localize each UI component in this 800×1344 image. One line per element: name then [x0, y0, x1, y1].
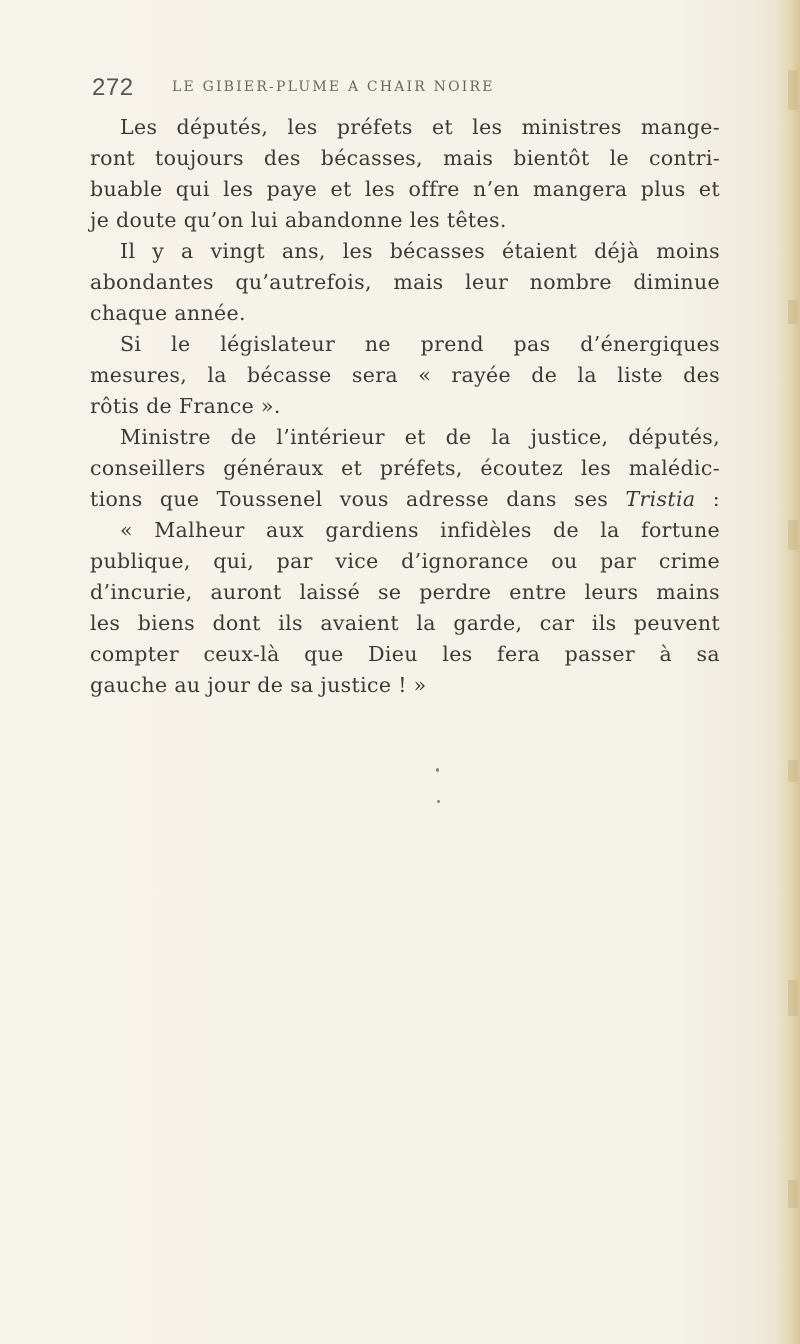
edge-stain: [788, 1180, 798, 1208]
page-edge: [778, 0, 800, 1344]
text-line: Les députés, les préfets et les ministres mange-: [120, 115, 720, 139]
text-fragment: tions que Toussenel vous adresse dans ses: [90, 487, 609, 511]
text-line: Si le législateur ne prend pas d’énergiques: [120, 332, 720, 356]
text-line: gauche au jour de sa justice ! »: [90, 673, 427, 697]
ink-speck: [437, 800, 440, 803]
text-line: publique, qui, par vice d’ignorance ou par crime: [90, 549, 720, 573]
text-line: rôtis de France ».: [90, 394, 281, 418]
text-line: conseillers généraux et préfets, écoutez les malédic-: [90, 456, 720, 480]
text-line: les biens dont ils avaient la garde, car ils peuvent: [90, 611, 720, 635]
text-line: ront toujours des bécasses, mais bientôt le contri-: [90, 146, 720, 170]
text-line: buable qui les paye et les offre n’en mangera plus et: [90, 177, 720, 201]
text-line: abondantes qu’autrefois, mais leur nombre diminue: [90, 270, 720, 294]
text-line: Ministre de l’intérieur et de la justice, députés,: [120, 425, 720, 449]
text-line: mesures, la bécasse sera « rayée de la liste des: [90, 363, 720, 387]
text-line: d’incurie, auront laissé se perdre entre leurs mains: [90, 580, 720, 604]
text-fragment: :: [695, 487, 720, 511]
edge-stain: [788, 300, 798, 324]
text-line: [90, 484, 720, 515]
edge-stain: [788, 70, 798, 110]
edge-stain: [788, 760, 798, 782]
text-line: Il y a vingt ans, les bécasses étaient déjà moins: [120, 239, 720, 263]
book-title: Tristia: [625, 487, 696, 511]
text-line: « Malheur aux gardiens infidèles de la fortune: [120, 518, 720, 542]
text-line: je doute qu’on lui abandonne les têtes.: [90, 208, 507, 232]
page-number: 272: [92, 74, 134, 101]
text-line: chaque année.: [90, 301, 246, 325]
ink-speck: [436, 768, 439, 772]
edge-stain: [788, 520, 798, 550]
running-head: LE GIBIER-PLUME A CHAIR NOIRE: [172, 79, 495, 95]
edge-stain: [788, 980, 798, 1016]
body-text: [90, 112, 720, 701]
page-header: [92, 72, 652, 106]
text-line: compter ceux-là que Dieu les fera passer à sa: [90, 642, 720, 666]
